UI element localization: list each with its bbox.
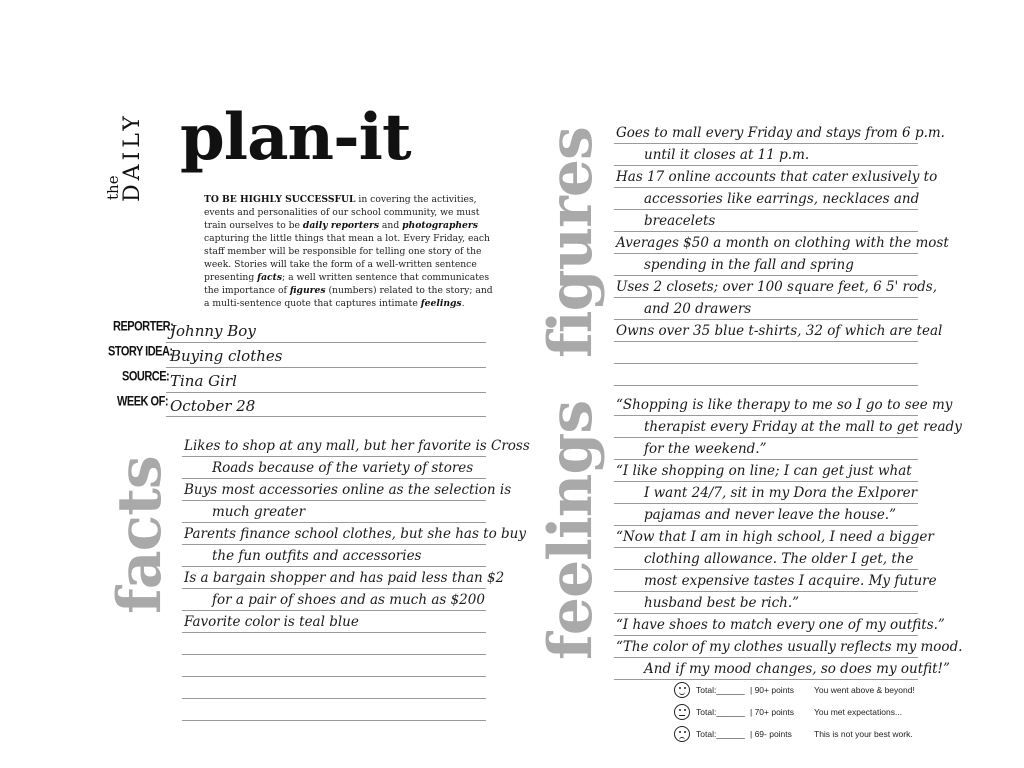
writing-rule: [182, 588, 486, 589]
story-idea-value[interactable]: Buying clothes: [170, 347, 283, 365]
writing-rule: [614, 547, 918, 548]
handwritten-line[interactable]: Favorite color is teal blue: [184, 614, 359, 630]
handwritten-line[interactable]: and 20 drawers: [644, 301, 752, 317]
writing-rule: [614, 187, 918, 188]
handwritten-line[interactable]: much greater: [212, 504, 306, 520]
source-rule: [166, 392, 486, 393]
score-total: Total:______: [696, 707, 745, 717]
handwritten-line[interactable]: accessories like earrings, necklaces and: [644, 191, 920, 207]
handwritten-line[interactable]: Buys most accessories online as the selection is: [184, 482, 512, 498]
handwritten-line[interactable]: Averages $50 a month on clothing with the most: [616, 235, 949, 251]
handwritten-line[interactable]: clothing allowance. The older I get, the: [644, 551, 914, 567]
story-idea-label: STORY IDEA:: [108, 344, 173, 359]
handwritten-line[interactable]: “I like shopping on line; I can get just what: [616, 463, 912, 479]
handwritten-line[interactable]: Parents finance school clothes, but she has to buy: [184, 526, 526, 542]
handwritten-line[interactable]: until it closes at 11 p.m.: [644, 147, 810, 163]
writing-rule: [614, 415, 918, 416]
writing-rule: [182, 478, 486, 479]
facts-heading: facts: [105, 456, 175, 614]
page-title: plan-it: [180, 100, 411, 175]
writing-rule: [614, 569, 918, 570]
writing-rule: [182, 500, 486, 501]
title-the: the: [104, 175, 122, 200]
handwritten-line[interactable]: spending in the fall and spring: [644, 257, 854, 273]
writing-rule: [614, 525, 918, 526]
handwritten-line[interactable]: for a pair of shoes and as much as $200: [212, 592, 485, 608]
figures-heading: figures: [536, 127, 606, 358]
week-of-label: WEEK OF:: [117, 394, 168, 409]
writing-rule: [614, 165, 918, 166]
handwritten-line[interactable]: Uses 2 closets; over 100 square feet, 6 5' rods,: [616, 279, 938, 295]
story-idea-rule: [166, 367, 486, 368]
handwritten-line[interactable]: Has 17 online accounts that cater exlusively to: [616, 169, 938, 185]
handwritten-line[interactable]: And if my mood changes, so does my outfit!”: [644, 661, 950, 677]
score-points: | 90+ points: [750, 685, 795, 695]
score-total: Total:______: [696, 685, 745, 695]
writing-rule: [614, 385, 918, 386]
week-of-value[interactable]: October 28: [170, 397, 256, 415]
writing-rule: [614, 657, 918, 658]
reporter-label: REPORTER:: [113, 319, 174, 334]
writing-rule: [182, 456, 486, 457]
writing-rule: [614, 275, 918, 276]
sad-face-icon: [674, 726, 690, 742]
feelings-heading: feelings: [536, 400, 606, 660]
writing-rule: [182, 610, 486, 611]
writing-rule: [614, 231, 918, 232]
score-message: You met expectations...: [814, 707, 903, 717]
writing-rule: [614, 209, 918, 210]
writing-rule: [614, 253, 918, 254]
handwritten-line[interactable]: breacelets: [644, 213, 716, 229]
writing-rule: [614, 591, 918, 592]
handwritten-line[interactable]: “Shopping is like therapy to me so I go to see my: [616, 397, 953, 413]
score-message: You went above & beyond!: [814, 685, 915, 695]
writing-rule: [182, 676, 486, 677]
writing-rule: [614, 437, 918, 438]
handwritten-line[interactable]: Likes to shop at any mall, but her favorite is Cross: [184, 438, 530, 454]
handwritten-line[interactable]: “I have shoes to match every one of my outfits.”: [616, 617, 945, 633]
writing-rule: [614, 635, 918, 636]
writing-rule: [614, 503, 918, 504]
handwritten-line[interactable]: “Now that I am in high school, I need a bigger: [616, 529, 934, 545]
writing-rule: [614, 143, 918, 144]
writing-rule: [182, 654, 486, 655]
score-points: | 70+ points: [750, 707, 795, 717]
source-label: SOURCE:: [122, 369, 170, 384]
handwritten-line[interactable]: pajamas and never leave the house.”: [644, 507, 897, 523]
reporter-value[interactable]: Johnny Boy: [170, 322, 256, 340]
writing-rule: [614, 363, 918, 364]
writing-rule: [614, 319, 918, 320]
handwritten-line[interactable]: the fun outfits and accessories: [212, 548, 422, 564]
writing-rule: [182, 698, 486, 699]
handwritten-line[interactable]: for the weekend.”: [644, 441, 767, 457]
writing-rule: [614, 297, 918, 298]
neutral-face-icon: [674, 704, 690, 720]
happy-face-icon: [674, 682, 690, 698]
handwritten-line[interactable]: Is a bargain shopper and has paid less than $2: [184, 570, 505, 586]
writing-rule: [182, 566, 486, 567]
writing-rule: [182, 522, 486, 523]
score-total: Total:______: [696, 729, 745, 739]
writing-rule: [614, 679, 918, 680]
handwritten-line[interactable]: husband best be rich.”: [644, 595, 800, 611]
writing-rule: [182, 720, 486, 721]
reporter-rule: [166, 342, 486, 343]
handwritten-line[interactable]: most expensive tastes I acquire. My future: [644, 573, 937, 589]
writing-rule: [182, 632, 486, 633]
handwritten-line[interactable]: therapist every Friday at the mall to get ready: [644, 419, 962, 435]
source-value[interactable]: Tina Girl: [170, 372, 237, 390]
handwritten-line[interactable]: Roads because of the variety of stores: [212, 460, 474, 476]
writing-rule: [614, 459, 918, 460]
score-message: This is not your best work.: [814, 729, 913, 739]
title-daily: DAILY: [120, 112, 145, 202]
writing-rule: [614, 613, 918, 614]
handwritten-line[interactable]: I want 24/7, sit in my Dora the Exlporer: [644, 485, 918, 501]
handwritten-line[interactable]: Owns over 35 blue t-shirts, 32 of which are teal: [616, 323, 943, 339]
writing-rule: [182, 544, 486, 545]
writing-rule: [614, 341, 918, 342]
week-of-rule: [166, 416, 486, 417]
writing-rule: [614, 481, 918, 482]
intro-paragraph: TO BE HIGHLY SUCCESSFUL in covering the activities, events and personalities of our school community, we must train ourselves to be daily reporters and photographers capturing the little things that mean a lot. Every Friday, each staff member will be responsible for telling one story of the week. Stories will take the form of a well-written sentence presenting facts; a well written sentence that communicates the importance of figures (numbers) related to the story; and a multi-sentence quote that captures intimate feelings.: [204, 194, 493, 309]
handwritten-line[interactable]: Goes to mall every Friday and stays from 6 p.m.: [616, 125, 945, 141]
score-points: | 69- points: [750, 729, 792, 739]
handwritten-line[interactable]: “The color of my clothes usually reflects my mood.: [616, 639, 963, 655]
